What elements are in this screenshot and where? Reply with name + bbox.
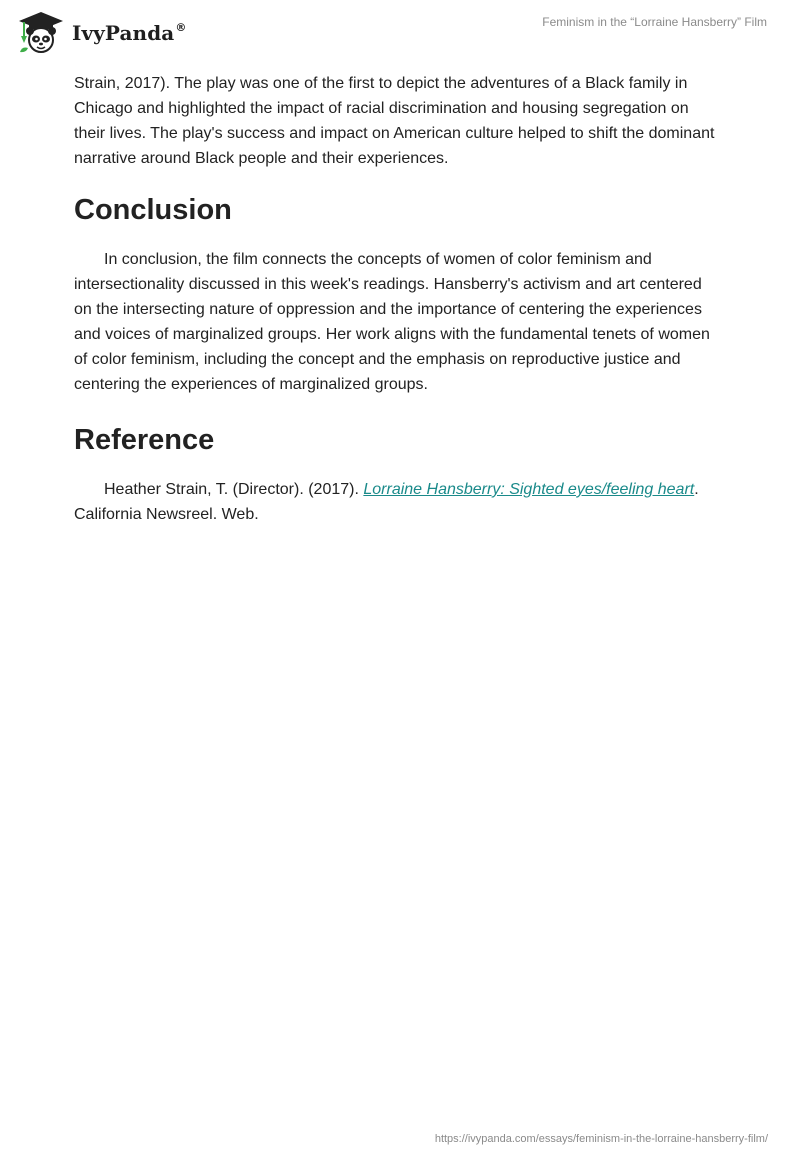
- reference-entry: [74, 477, 722, 527]
- intro-paragraph: Strain, 2017). The play was one of the first to depict the adventures of a Black family in Chicago and highlighted the impact of racial discrimination and housing segregation on their lives. The play's success and impact on American culture helped to shift the dominant narrative around Black people and their experiences.: [74, 75, 715, 167]
- reference-link[interactable]: Lorraine Hansberry: Sighted eyes/feeling heart: [363, 481, 695, 498]
- footer-url: https://ivypanda.com/essays/feminism-in-the-lorraine-hansberry-film/: [434, 1133, 768, 1145]
- conclusion-heading: Conclusion: [74, 194, 232, 226]
- reference-prefix: Heather Strain, T. (Director). (2017).: [104, 481, 364, 498]
- reference-suffix: . California Newsreel. Web.: [74, 481, 699, 523]
- logo-wordmark: IvyPanda®: [72, 21, 187, 45]
- running-title: Feminism in the “Lorraine Hansberry” Film: [542, 15, 767, 29]
- ivypanda-logo[interactable]: [16, 8, 186, 56]
- registered-mark: ®: [175, 21, 187, 34]
- essay-content: [74, 71, 722, 527]
- conclusion-paragraph: In conclusion, the film connects the concepts of women of color feminism and intersectionality discussed in this week's readings. Hansberry's activism and art centered on the intersecting nature of oppression and the importance of centering the experiences and voices of marginalized groups. Her work aligns with the fundamental tenets of women of color feminism, including the concept and the emphasis on reproductive justice and centering the experiences of marginalized groups.: [74, 251, 710, 393]
- panda-graduate-icon: [16, 10, 66, 54]
- page-header: [0, 0, 800, 62]
- reference-heading: Reference: [74, 424, 215, 456]
